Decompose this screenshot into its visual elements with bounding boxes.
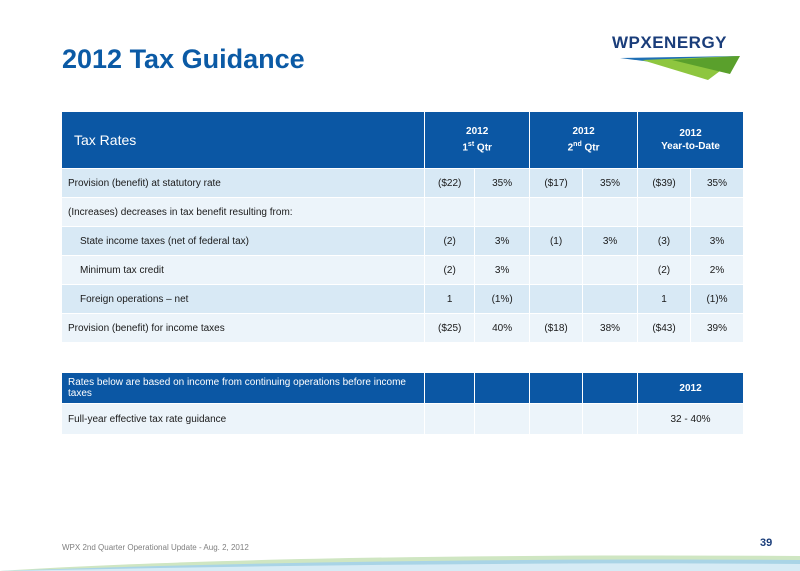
table-cell bbox=[583, 198, 638, 227]
page-number: 39 bbox=[760, 537, 773, 549]
table-row bbox=[62, 404, 744, 435]
column-header-q1: 2012 1st Qtr bbox=[425, 112, 530, 169]
table-cell: ($17) bbox=[530, 169, 583, 198]
table-cell bbox=[475, 373, 530, 404]
row-label: Provision (benefit) at statutory rate bbox=[62, 169, 425, 198]
table-cell: 38% bbox=[583, 314, 638, 343]
wpx-energy-logo bbox=[612, 30, 752, 90]
table-cell bbox=[475, 404, 530, 435]
table-cell bbox=[530, 404, 583, 435]
table-cell: (2) bbox=[425, 256, 475, 285]
table-cell bbox=[425, 198, 475, 227]
row-label: (Increases) decreases in tax benefit resulting from: bbox=[62, 198, 425, 227]
table-cell: (1)% bbox=[691, 285, 744, 314]
column-header-ytd: 2012 Year-to-Date bbox=[638, 112, 744, 169]
guidance-header-label: Rates below are based on income from continuing operations before income taxes bbox=[62, 373, 425, 404]
table-header-row bbox=[62, 112, 744, 169]
table-cell: (2) bbox=[425, 227, 475, 256]
table-cell: 35% bbox=[691, 169, 744, 198]
guidance-year-header: 2012 bbox=[638, 373, 744, 404]
table-cell: ($25) bbox=[425, 314, 475, 343]
column-header-q2: 2012 2nd Qtr bbox=[530, 112, 638, 169]
table-cell: 1 bbox=[638, 285, 691, 314]
row-label: Full-year effective tax rate guidance bbox=[62, 404, 425, 435]
table-row bbox=[62, 314, 744, 343]
table-row bbox=[62, 198, 744, 227]
table-cell bbox=[530, 198, 583, 227]
table-cell: ($43) bbox=[638, 314, 691, 343]
row-label: Foreign operations – net bbox=[62, 285, 425, 314]
page-title: 2012 Tax Guidance bbox=[62, 44, 305, 74]
table-cell: 40% bbox=[475, 314, 530, 343]
table-cell: 1 bbox=[425, 285, 475, 314]
logo-text: WPXENERGY bbox=[612, 33, 728, 52]
table-cell: (1%) bbox=[475, 285, 530, 314]
footer-text: WPX 2nd Quarter Operational Update - Aug. 2, 2012 bbox=[62, 543, 249, 552]
table-cell bbox=[425, 373, 475, 404]
table-cell: (3) bbox=[638, 227, 691, 256]
table-row bbox=[62, 285, 744, 314]
guidance-table bbox=[62, 373, 744, 435]
table-cell bbox=[691, 198, 744, 227]
table-cell bbox=[475, 198, 530, 227]
table-cell: 35% bbox=[475, 169, 530, 198]
table-cell: 3% bbox=[475, 256, 530, 285]
table-cell bbox=[530, 373, 583, 404]
table-cell bbox=[530, 256, 583, 285]
tax-rates-table bbox=[62, 112, 744, 343]
table-cell bbox=[425, 404, 475, 435]
table-cell: 35% bbox=[583, 169, 638, 198]
table-cell bbox=[583, 285, 638, 314]
table-cell: ($18) bbox=[530, 314, 583, 343]
table-header-label: Tax Rates bbox=[62, 112, 425, 169]
guidance-header-row bbox=[62, 373, 744, 404]
table-cell bbox=[530, 285, 583, 314]
table-row bbox=[62, 256, 744, 285]
table-cell: 3% bbox=[691, 227, 744, 256]
table-cell: 3% bbox=[475, 227, 530, 256]
table-cell: 2% bbox=[691, 256, 744, 285]
footer-swoosh-icon bbox=[0, 548, 800, 571]
table-cell bbox=[638, 198, 691, 227]
table-cell: ($22) bbox=[425, 169, 475, 198]
row-label: Minimum tax credit bbox=[62, 256, 425, 285]
table-row bbox=[62, 169, 744, 198]
table-cell bbox=[583, 373, 638, 404]
row-label: State income taxes (net of federal tax) bbox=[62, 227, 425, 256]
row-label: Provision (benefit) for income taxes bbox=[62, 314, 425, 343]
table-row bbox=[62, 227, 744, 256]
table-cell: 39% bbox=[691, 314, 744, 343]
table-cell bbox=[583, 256, 638, 285]
table-cell bbox=[583, 404, 638, 435]
table-cell: 3% bbox=[583, 227, 638, 256]
guidance-value: 32 - 40% bbox=[638, 404, 744, 435]
table-cell: (1) bbox=[530, 227, 583, 256]
table-cell: (2) bbox=[638, 256, 691, 285]
table-cell: ($39) bbox=[638, 169, 691, 198]
